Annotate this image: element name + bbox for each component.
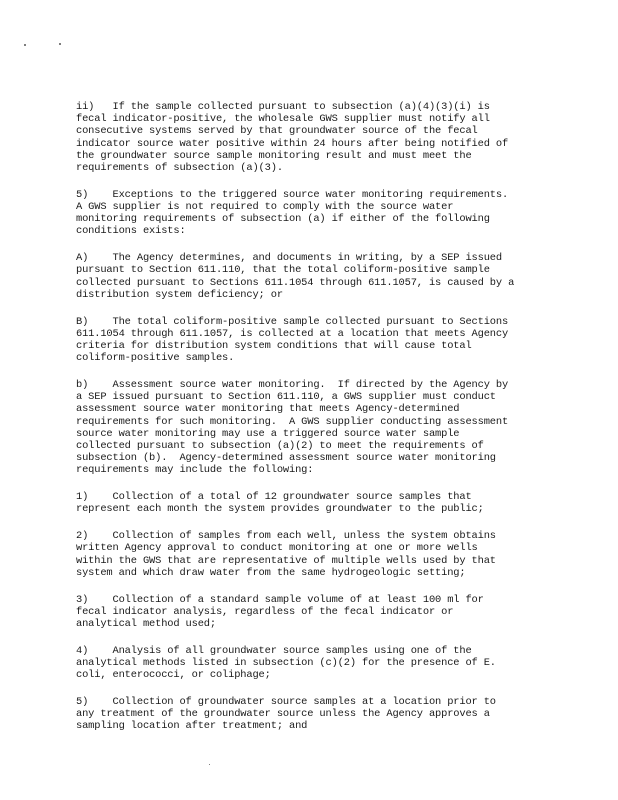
paragraph-b-assessment: b) Assessment source water monitoring. If directed by the Agency by a SEP issued pursuant to Section 611.110, a GWS supplier must conduct assessment source water monitoring that meets Agency-determined requirements for such monitoring. A GWS supplier conducting assessment source water monitoring may use a triggered source water sample collected pursuant to subsection (a)(2) to meet the requirements of subsection (b). Agency-determined assessment source water monitoring requirements may include the following:: [76, 379, 509, 477]
list-item-3: 3) Collection of a standard sample volume of at least 100 ml for fecal indicator analysis, regardless of the fecal indicator or analytical method used;: [76, 593, 484, 631]
scan-speck: [24, 44, 26, 46]
list-item-1: 1) Collection of a total of 12 groundwater source samples that represent each month the system provides groundwater to the public;: [76, 491, 484, 516]
scan-speck: [59, 43, 61, 45]
document-body: [76, 101, 540, 733]
paragraph-A: A) The Agency determines, and documents in writing, by a SEP issued pursuant to Section 611.110, that the total coliform-positive sample collected pursuant to Sections 611.1054 through 611.1057, is caused by a distribution system deficiency; or: [76, 252, 515, 301]
list-item-5: 5) Collection of groundwater source samples at a location prior to any treatment of the groundwater source unless the Agency approves a sampling location after treatment; and: [76, 696, 496, 733]
list-item-4: 4) Analysis of all groundwater source samples using one of the analytical methods listed in subsection (c)(2) for the presence of E. coli, enterococci, or coliphage;: [76, 644, 496, 682]
paragraph-5-exceptions: 5) Exceptions to the triggered source water monitoring requirements. A GWS supplier is not required to comply with the source water monitoring requirements of subsection (a) if either of the following conditions exists:: [76, 188, 509, 238]
paragraph-B: B) The total coliform-positive sample collected pursuant to Sections 611.1054 through 611.1057, is collected at a location that meets Agency criteria for distribution system conditions that will cause total coliform-positive samples.: [76, 315, 509, 365]
scan-speck: [209, 764, 210, 765]
paragraph-ii: ii) If the sample collected pursuant to subsection (a)(4)(3)(i) is fecal indicator-positive, the wholesale GWS supplier must notify all consecutive systems served by that groundwater source of the fecal indicator source water positive within 24 hours after being notified of the groundwater source sample monitoring result and must meet the requirements of subsection (a)(3).: [76, 101, 509, 175]
list-item-2: 2) Collection of samples from each well, unless the system obtains written Agency approval to conduct monitoring at one or more wells within the GWS that are representative of multiple wells used by that system and which draw water from the same hydrogeologic setting;: [76, 530, 496, 579]
